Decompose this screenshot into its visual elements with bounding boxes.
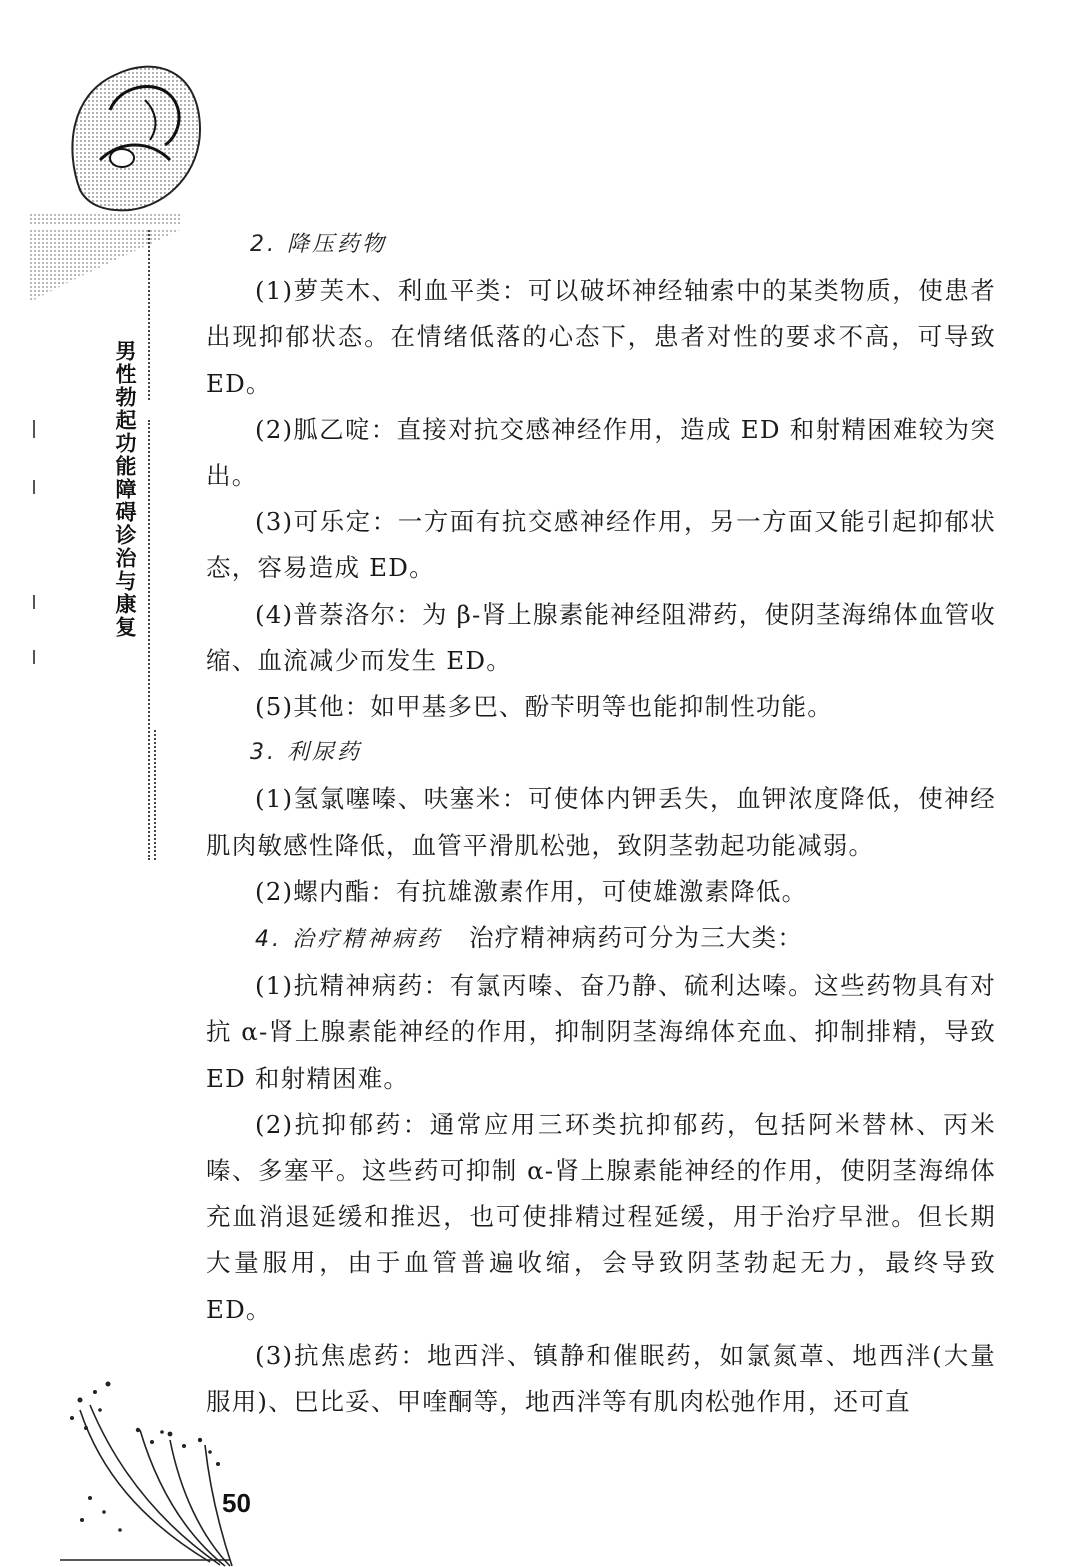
corner-ribbon-decoration bbox=[30, 210, 190, 310]
book-title-vertical: 男性勃起功能障碍诊治与康复 bbox=[113, 340, 137, 639]
paragraph-with-heading bbox=[206, 915, 996, 963]
paragraph: (3)可乐定：一方面有抗交感神经作用，另一方面又能引起抑郁状态，容易造成 ED。 bbox=[206, 507, 996, 583]
paragraph: (1)氢氯噻嗪、呋塞米：可使体内钾丢失，血钾浓度降低，使神经肌肉敏感性降低，血管平滑肌松弛，致阴茎勃起功能减弱。 bbox=[206, 784, 996, 860]
paragraph: (4)普萘洛尔：为 β-肾上腺素能神经阻滞药，使阴茎海绵体血管收缩、血流减少而发生 ED。 bbox=[206, 599, 996, 675]
side-tick-mark bbox=[33, 650, 35, 664]
side-tick-mark bbox=[33, 595, 35, 609]
side-tick-mark bbox=[33, 420, 35, 438]
page-number: 50 bbox=[222, 1488, 251, 1518]
main-text bbox=[206, 222, 996, 1425]
paragraph: (2)胍乙啶：直接对抗交感神经作用，造成 ED 和射精困难较为突出。 bbox=[206, 414, 996, 491]
paragraph: (1)萝芙木、利血平类：可以破坏神经轴索中的某类物质，使患者出现抑郁状态。在情绪低落的心态下，患者对性的要求不高，可导致 ED。 bbox=[206, 276, 996, 398]
paragraph: (1)抗精神病药：有氯丙嗪、奋乃静、硫利达嗪。这些药物具有对抗 α-肾上腺素能神经的作用，抑制阴茎海绵体充血、抑制排精，导致 ED 和射精困难。 bbox=[206, 971, 996, 1093]
section-heading: 4. 治疗精神病药 bbox=[255, 927, 442, 953]
side-dotted-rule-2 bbox=[154, 730, 156, 860]
section-intro: 治疗精神病药可分为三大类： bbox=[468, 923, 804, 953]
grass-flower-decoration bbox=[60, 1370, 240, 1567]
side-dotted-rule bbox=[148, 420, 150, 860]
side-dotted-rule bbox=[148, 230, 150, 400]
side-tick-mark bbox=[33, 480, 35, 494]
section-heading: 3. 利尿药 bbox=[250, 740, 362, 766]
paragraph: (2)螺内酯：有抗雄激素作用，可使雄激素降低。 bbox=[255, 876, 808, 906]
paragraph: (5)其他：如甲基多巴、酚苄明等也能抑制性功能。 bbox=[255, 692, 834, 722]
paragraph: (3)抗焦虑药：地西泮、镇静和催眠药，如氯氮䓬、地西泮(大量服用)、巴比妥、甲喹酮等，地西泮等有肌肉松弛作用，还可直 bbox=[206, 1340, 996, 1417]
section-heading: 2. 降压药物 bbox=[250, 232, 387, 257]
paragraph: (2)抗抑郁药：通常应用三环类抗抑郁药，包括阿米替林、丙米嗪、多塞平。这些药可抑制 α-肾上腺素能神经的作用，使阴茎海绵体充血消退延缓和推迟，也可使排精过程延缓，用于治疗早泄。但长期大量服用，由于血管普遍收缩，会导致阴茎勃起无力，最终导致 ED。 bbox=[206, 1109, 996, 1324]
muscleman-illustration bbox=[60, 40, 210, 220]
